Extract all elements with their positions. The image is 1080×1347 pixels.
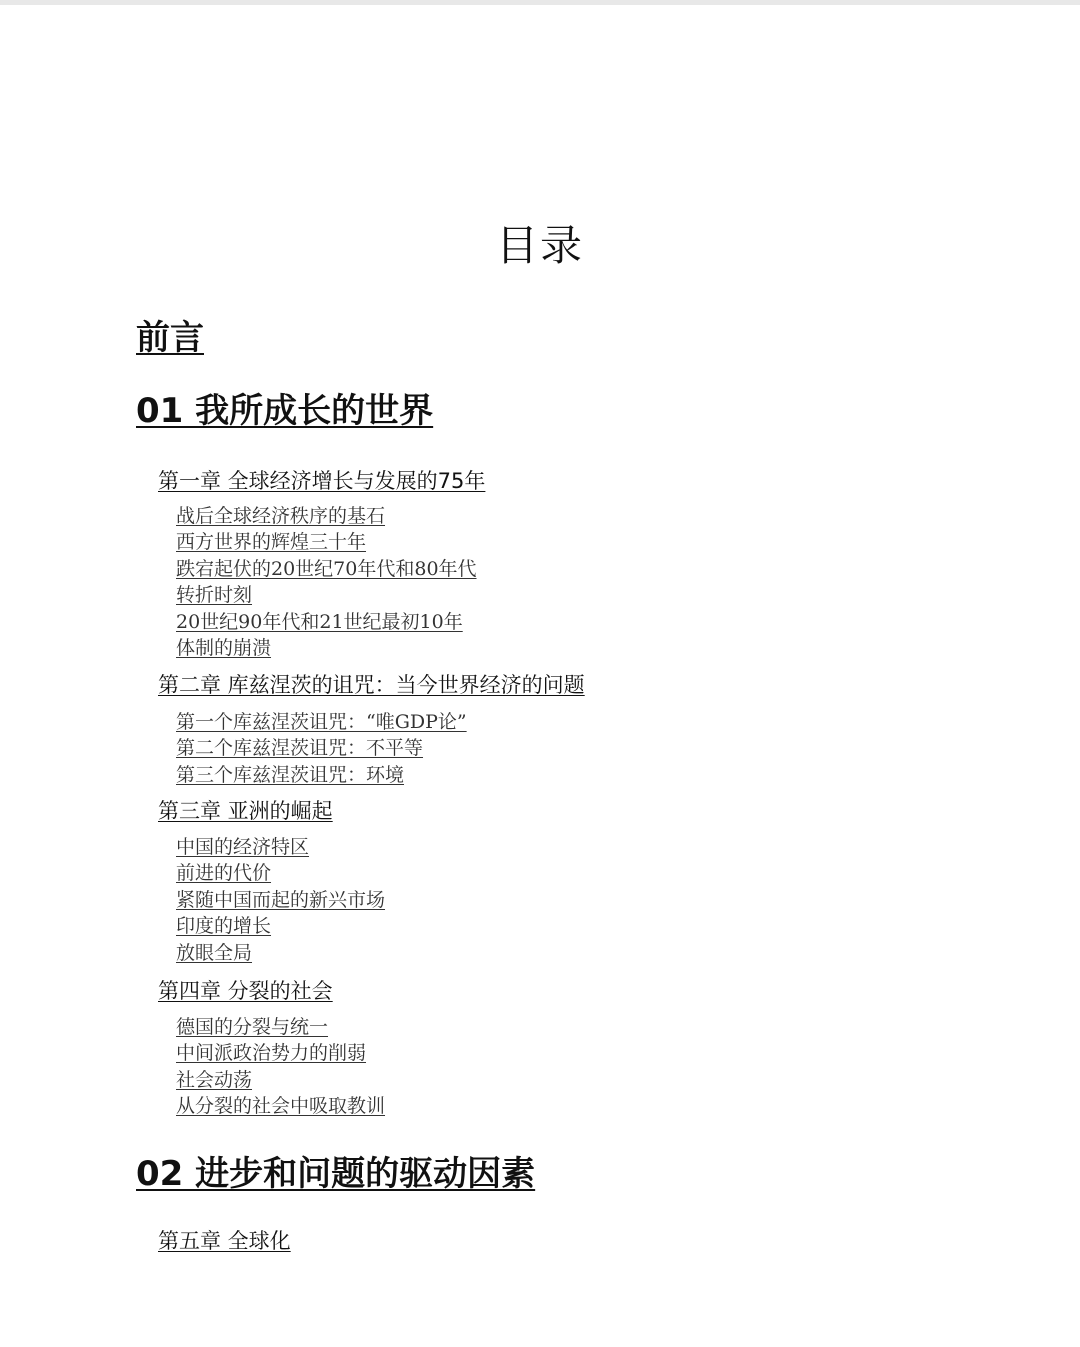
toc-link-section[interactable]: 第三个库兹涅茨诅咒：环境 <box>176 764 405 786</box>
toc-link-section[interactable]: 社会动荡 <box>176 1069 253 1091</box>
toc-link-chapter-1[interactable]: 第一章 全球经济增长与发展的75年 <box>158 469 486 493</box>
toc-link-section[interactable]: 第一个库兹涅茨诅咒：“唯GDP论” <box>176 711 467 733</box>
toc-title: 目录 <box>495 221 584 270</box>
toc-link-section[interactable]: 体制的崩溃 <box>176 637 272 659</box>
toc-link-section[interactable]: 中间派政治势力的削弱 <box>176 1042 367 1064</box>
toc-link-section[interactable]: 第二个库兹涅茨诅咒：不平等 <box>176 737 424 759</box>
top-divider <box>0 0 1080 5</box>
toc-link-chapter-5[interactable]: 第五章 全球化 <box>158 1229 291 1253</box>
toc-link-section[interactable]: 西方世界的辉煌三十年 <box>176 531 367 553</box>
toc-link-section[interactable]: 印度的增长 <box>176 915 272 937</box>
toc-link-section[interactable]: 紧随中国而起的新兴市场 <box>176 889 386 911</box>
toc-link-preface[interactable]: 前言 <box>136 318 204 358</box>
toc-link-chapter-2[interactable]: 第二章 库兹涅茨的诅咒：当今世界经济的问题 <box>158 673 585 697</box>
toc-link-part-02[interactable]: 02 进步和问题的驱动因素 <box>136 1154 536 1194</box>
toc-link-part-01[interactable]: 01 我所成长的世界 <box>136 391 434 431</box>
toc-link-section[interactable]: 20世纪90年代和21世纪最初10年 <box>176 611 463 633</box>
toc-link-section[interactable]: 放眼全局 <box>176 942 253 964</box>
toc-link-section[interactable]: 前进的代价 <box>176 862 272 884</box>
toc-link-chapter-3[interactable]: 第三章 亚洲的崛起 <box>158 799 333 823</box>
toc-link-section[interactable]: 跌宕起伏的20世纪70年代和80年代 <box>176 558 477 580</box>
toc-link-section[interactable]: 从分裂的社会中吸取教训 <box>176 1095 386 1117</box>
toc-link-section[interactable]: 中国的经济特区 <box>176 836 310 858</box>
toc-link-section[interactable]: 德国的分裂与统一 <box>176 1016 329 1038</box>
toc-link-chapter-4[interactable]: 第四章 分裂的社会 <box>158 979 333 1003</box>
toc-link-section[interactable]: 转折时刻 <box>176 584 253 606</box>
toc-link-section[interactable]: 战后全球经济秩序的基石 <box>176 505 386 527</box>
